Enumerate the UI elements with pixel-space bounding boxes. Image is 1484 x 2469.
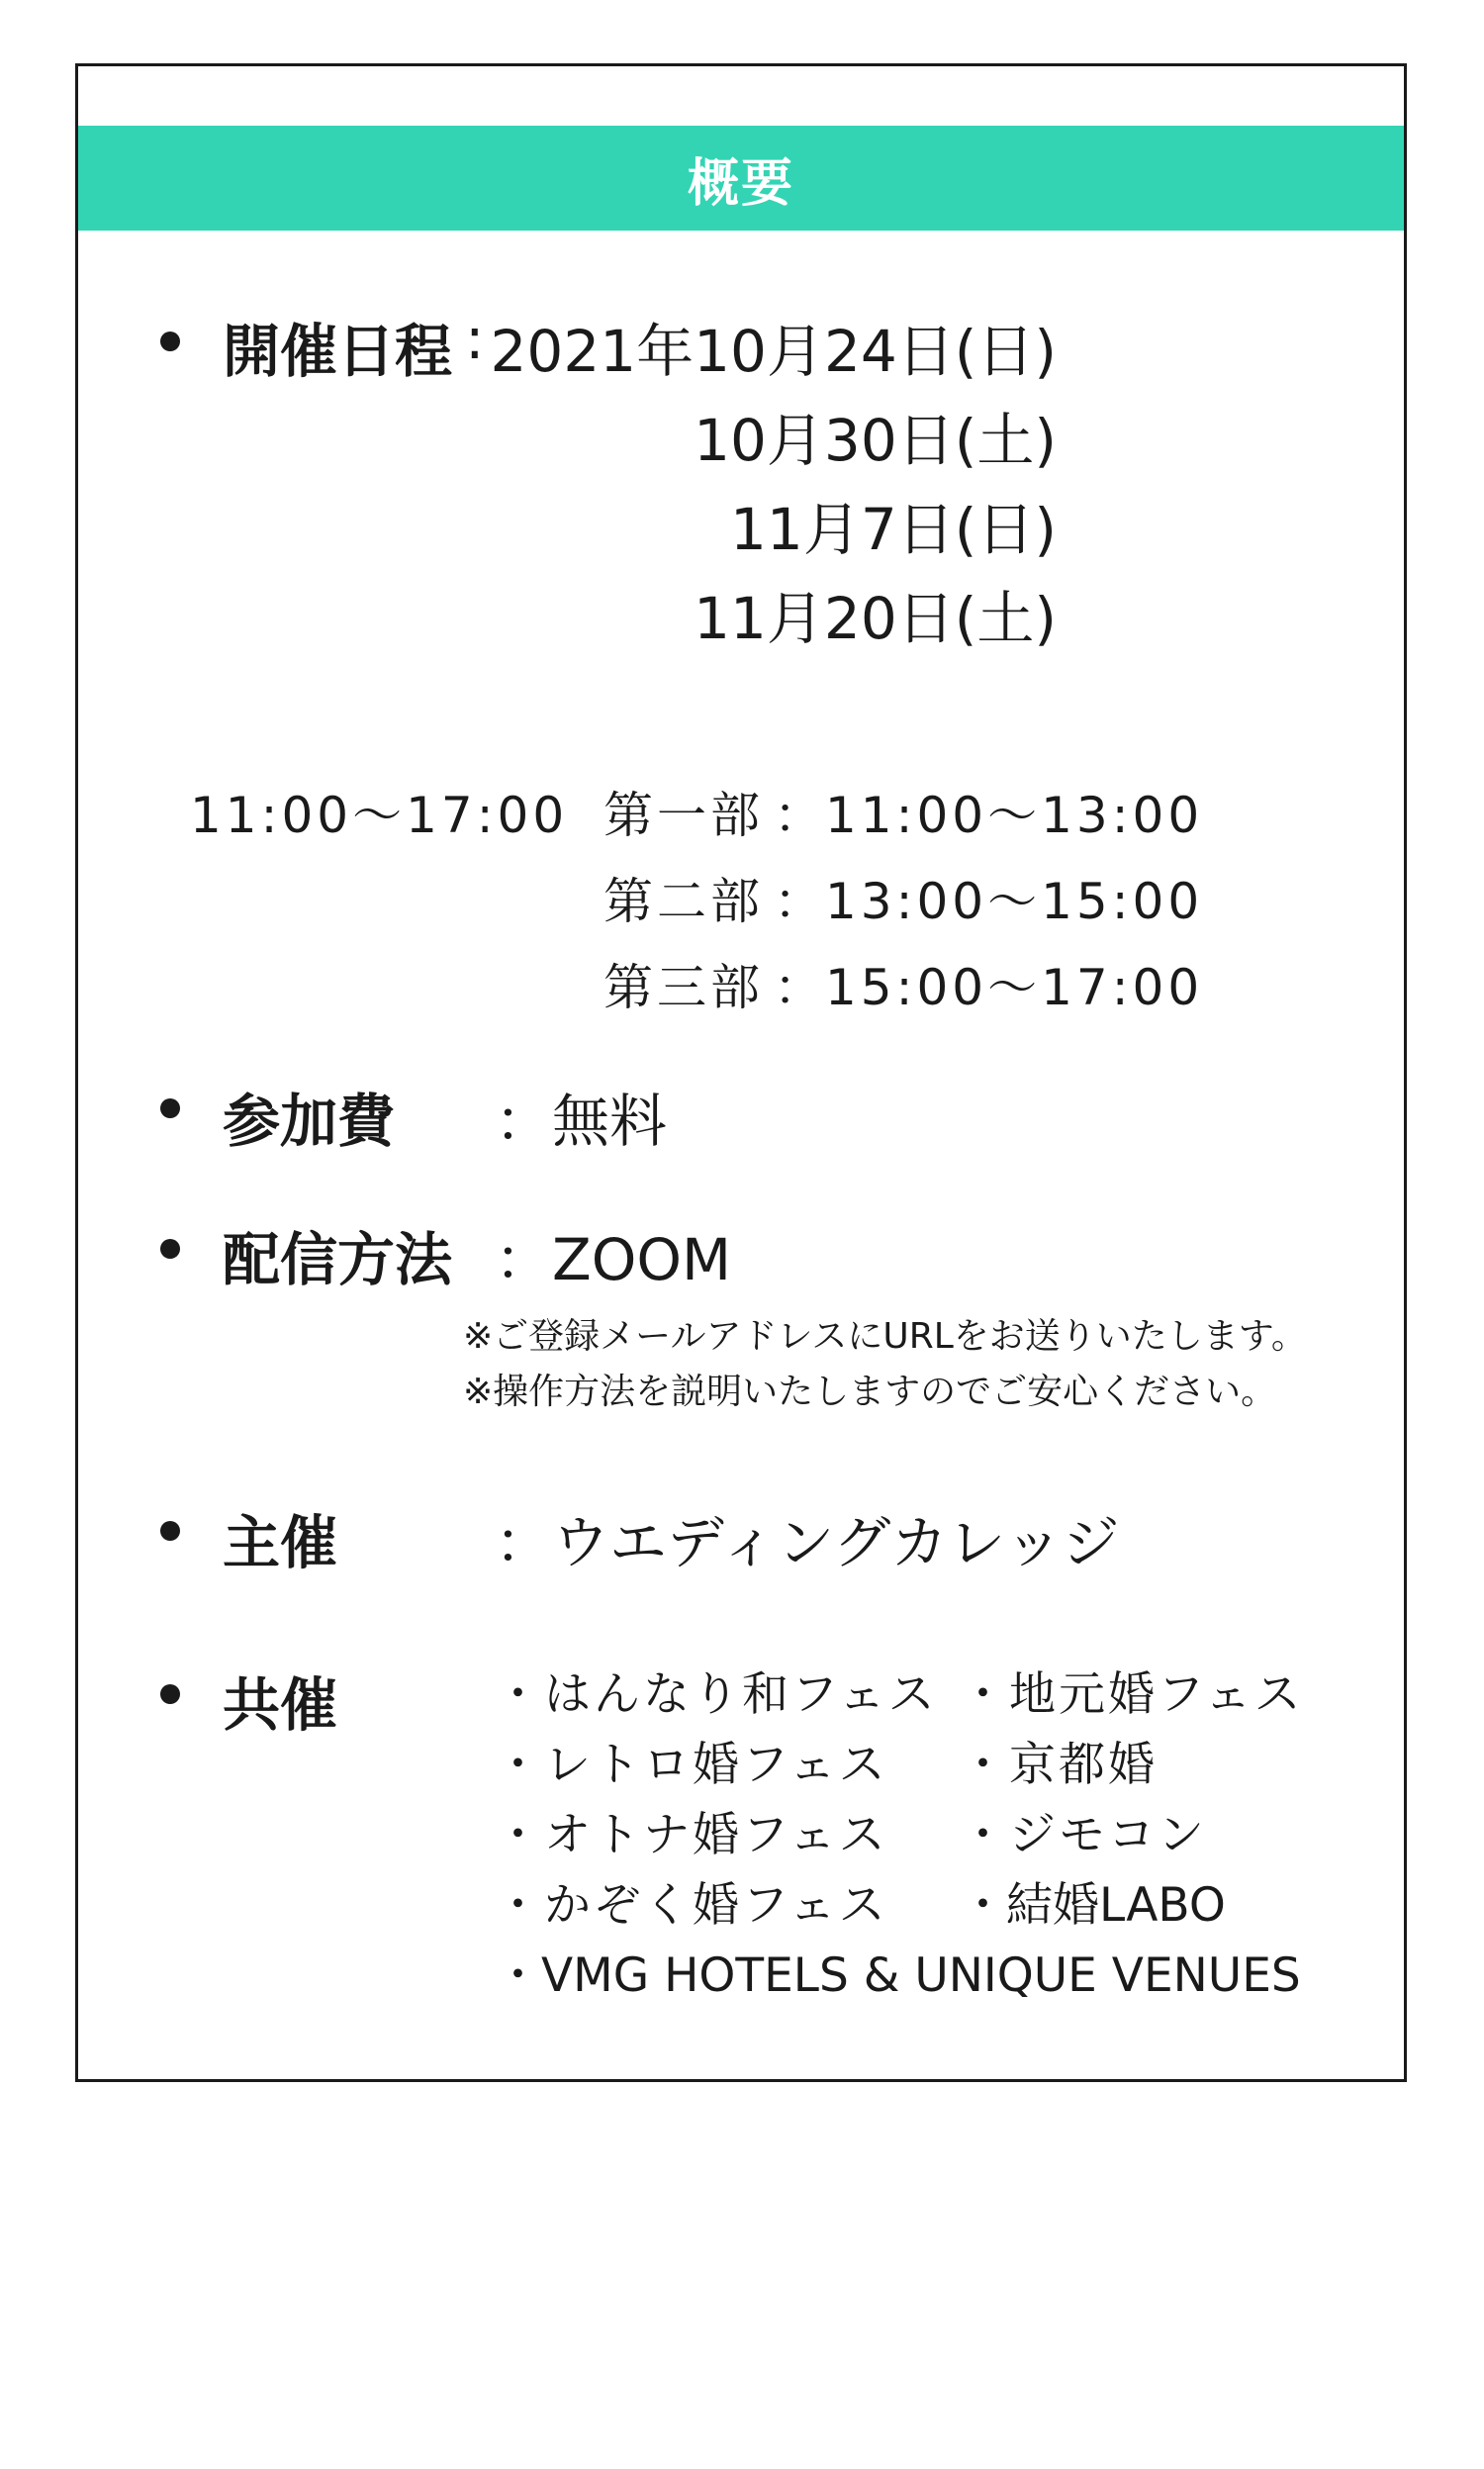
fee-value: ：無料 xyxy=(495,1088,668,1155)
co-organizer-item: ・結婚LABO xyxy=(960,1878,1226,1933)
part-3-time: 15:00〜17:00 xyxy=(825,959,1204,1016)
bullet-icon xyxy=(160,1239,180,1259)
co-organizer-item: ・はんなり和フェス xyxy=(495,1667,938,1722)
part-2-time: 13:00〜15:00 xyxy=(825,873,1204,930)
overview-header xyxy=(78,126,1404,231)
organizer-value: ：ウエディングカレッジ xyxy=(495,1509,1120,1576)
co-organizer-item: ・VMG HOTELS & UNIQUE VENUES xyxy=(495,1948,1301,2003)
organizer-label: 主催 xyxy=(223,1509,338,1576)
delivery-note-1: ※ご登録メールアドレスにURLをお送りいたします。 xyxy=(463,1316,1307,1357)
overall-time: 11:00〜17:00 xyxy=(190,787,569,844)
bullet-icon xyxy=(160,1684,180,1704)
co-organizer-item: ・ジモコン xyxy=(960,1808,1207,1862)
part-1-sep: ： xyxy=(774,787,827,844)
fee-label: 参加費 xyxy=(223,1088,396,1155)
co-organizer-item: ・京都婚 xyxy=(960,1738,1158,1792)
schedule-date-1: 2021年10月24日(日) xyxy=(490,318,1057,385)
co-organizer-item: ・レトロ婚フェス xyxy=(495,1738,888,1792)
part-1-time: 11:00〜13:00 xyxy=(825,787,1204,844)
bullet-icon xyxy=(160,332,180,351)
part-1-name: 第一部 xyxy=(603,787,764,844)
part-2-name: 第二部 xyxy=(603,873,764,930)
part-3-name: 第三部 xyxy=(603,959,764,1016)
overview-title: 概要 xyxy=(687,153,794,214)
schedule-label: 開催日程 xyxy=(223,318,453,385)
part-3-sep: ： xyxy=(774,959,827,1016)
schedule-date-3: 11月7日(日) xyxy=(730,496,1057,563)
bullet-icon xyxy=(160,1521,180,1541)
delivery-value: ：ZOOM xyxy=(495,1226,732,1293)
bullet-icon xyxy=(160,1098,180,1118)
schedule-colon: : xyxy=(465,305,485,372)
schedule-date-2: 10月30日(土) xyxy=(694,407,1057,474)
co-organizers-label: 共催 xyxy=(223,1671,338,1739)
delivery-note-2: ※操作方法を説明いたしますのでご安心ください。 xyxy=(463,1372,1277,1412)
delivery-label: 配信方法 xyxy=(223,1226,453,1293)
co-organizer-item: ・地元婚フェス xyxy=(960,1667,1304,1722)
schedule-date-4: 11月20日(土) xyxy=(694,585,1057,652)
co-organizer-item: ・かぞく婚フェス xyxy=(495,1878,888,1933)
part-2-sep: ： xyxy=(774,873,827,930)
co-organizer-item: ・オトナ婚フェス xyxy=(495,1808,888,1862)
